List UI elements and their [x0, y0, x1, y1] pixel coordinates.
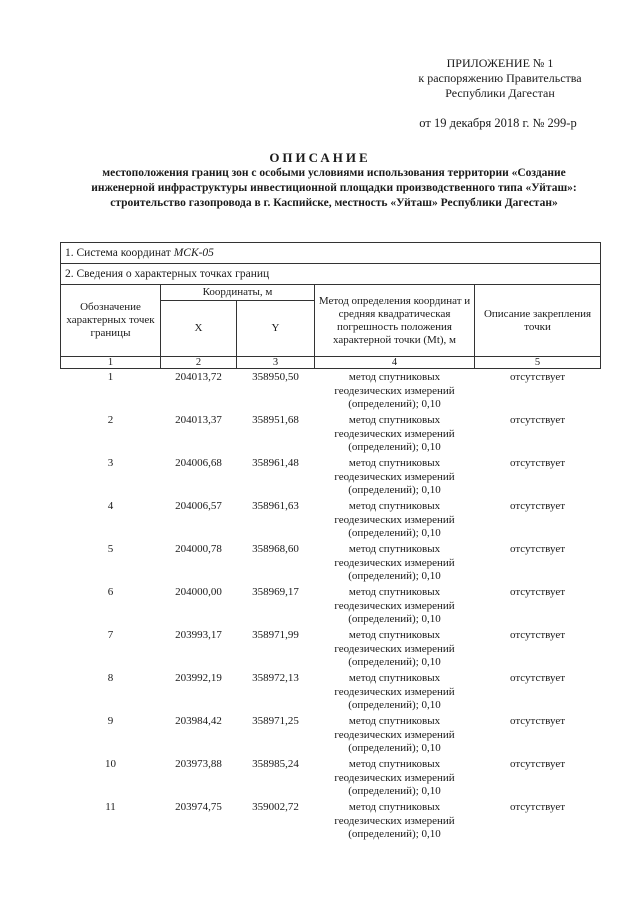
coord-x [161, 455, 237, 498]
fixing-description [475, 713, 601, 756]
fixing-description [475, 455, 601, 498]
method-cell-text: метод спутниковых [348, 715, 441, 727]
method-cell-text: метод спутниковых [348, 414, 441, 426]
method-cell-text: (определений); 0,10 [348, 656, 441, 668]
header-point: Обозначение характерных точек границы [61, 285, 161, 357]
coord-y [237, 627, 315, 670]
coord-y-text: 358961,63 [252, 500, 299, 512]
method-cell-text: геодезических измерений [334, 427, 455, 440]
method-cell-text: геодезических измерений [334, 685, 455, 698]
appendix-header [400, 56, 600, 101]
fixing-description-text: отсутствует [510, 500, 566, 512]
fixing-description [475, 627, 601, 670]
point-number-text: 5 [107, 543, 114, 555]
method-cell-text: (определений); 0,10 [348, 570, 441, 582]
method-cell-text: метод спутниковых [348, 457, 441, 469]
appendix-region-line: Республики Дагестан [445, 86, 555, 100]
coord-y-text: 358971,99 [252, 629, 299, 641]
method-cell-text: метод спутниковых [348, 672, 441, 684]
fixing-description [475, 584, 601, 627]
method-cell-text: (определений); 0,10 [348, 785, 441, 797]
coord-x-text: 204000,78 [175, 543, 222, 555]
coord-y [237, 498, 315, 541]
table-row [61, 799, 601, 842]
fixing-description-text: отсутствует [510, 629, 566, 641]
coord-y [237, 369, 315, 413]
section2-label: 2. Сведения о характерных точках границ [61, 264, 601, 285]
fixing-description-text: отсутствует [510, 414, 566, 426]
header-coordinates: Координаты, м [161, 285, 315, 301]
section1-label: 1. Система координат [65, 247, 174, 259]
method-cell [315, 627, 475, 670]
coord-y-text: 358968,60 [252, 543, 299, 555]
method-cell-text: геодезических измерений [334, 728, 455, 741]
point-number-text: 2 [107, 414, 114, 426]
method-cell [315, 713, 475, 756]
point-number-text: 6 [107, 586, 114, 598]
coord-y-text: 358950,50 [252, 371, 299, 383]
coord-y-text: 358951,68 [252, 414, 299, 426]
fixing-description-text: отсутствует [510, 586, 566, 598]
column-numbers-row [61, 357, 601, 369]
table-header-row-1 [61, 285, 601, 301]
coord-x [161, 713, 237, 756]
table-body [61, 369, 601, 843]
method-cell-text: (определений); 0,10 [348, 613, 441, 625]
point-number [61, 455, 161, 498]
coord-x [161, 756, 237, 799]
method-cell-text: (определений); 0,10 [348, 742, 441, 754]
point-number [61, 584, 161, 627]
header-description: Описание закрепления точки [475, 285, 601, 357]
coord-x-text: 204013,37 [175, 414, 222, 426]
coord-x [161, 541, 237, 584]
method-cell-text: метод спутниковых [348, 801, 441, 813]
coord-x-text: 204013,72 [175, 371, 222, 383]
method-cell [315, 412, 475, 455]
point-number [61, 713, 161, 756]
method-cell-text: геодезических измерений [334, 771, 455, 784]
point-number-text: 11 [105, 801, 116, 813]
fixing-description-text: отсутствует [510, 715, 566, 727]
fixing-description-text: отсутствует [510, 371, 566, 383]
coord-y [237, 799, 315, 842]
point-number-text: 1 [107, 371, 114, 383]
point-number [61, 412, 161, 455]
coord-y-text: 358972,13 [252, 672, 299, 684]
method-cell [315, 455, 475, 498]
coordinate-system-value: МСК-05 [173, 247, 214, 259]
method-cell-text: геодезических измерений [334, 470, 455, 483]
point-number [61, 670, 161, 713]
coord-y-text: 358985,24 [252, 758, 299, 770]
coord-x-text: 203992,19 [175, 672, 222, 684]
col-number: 5 [475, 357, 601, 369]
method-cell-text: (определений); 0,10 [348, 441, 441, 453]
method-cell [315, 670, 475, 713]
section-points-info [61, 264, 601, 285]
fixing-description-text: отсутствует [510, 543, 566, 555]
method-cell [315, 498, 475, 541]
table-row [61, 584, 601, 627]
document-subtitle: местоположения границ зон с особыми условиями использования территории «Создание инженерной инфраструктуры инвестиционной площадки производственного типа «Уйташ»: строительство газопровода в г. Каспийске, местность «Уйташ» Республики Дагестан» [91, 167, 577, 209]
point-number [61, 799, 161, 842]
method-cell-text: (определений); 0,10 [348, 828, 441, 840]
coord-x-text: 204006,57 [175, 500, 222, 512]
point-number [61, 627, 161, 670]
point-number [61, 541, 161, 584]
coord-x-text: 204000,00 [175, 586, 222, 598]
coord-y [237, 541, 315, 584]
fixing-description-text: отсутствует [510, 457, 566, 469]
section-coordinate-system [61, 243, 601, 264]
table-row [61, 369, 601, 413]
point-number [61, 369, 161, 413]
point-number-text: 4 [107, 500, 114, 512]
method-cell-text: метод спутниковых [348, 543, 441, 555]
fixing-description [475, 369, 601, 413]
table-row [61, 412, 601, 455]
coord-y [237, 584, 315, 627]
method-cell-text: геодезических измерений [334, 513, 455, 526]
method-cell-text: метод спутниковых [348, 371, 441, 383]
method-cell-text: метод спутниковых [348, 758, 441, 770]
coord-x [161, 670, 237, 713]
method-cell [315, 799, 475, 842]
coord-y [237, 756, 315, 799]
method-cell-text: метод спутниковых [348, 629, 441, 641]
col-number: 4 [315, 357, 475, 369]
method-cell-text: метод спутниковых [348, 586, 441, 598]
col-number: 2 [161, 357, 237, 369]
appendix-title: ПРИЛОЖЕНИЕ № 1 [446, 56, 554, 70]
point-number-text: 9 [107, 715, 114, 727]
fixing-description [475, 799, 601, 842]
method-cell-text: геодезических измерений [334, 384, 455, 397]
fixing-description [475, 541, 601, 584]
method-cell-text: геодезических измерений [334, 599, 455, 612]
table-row [61, 756, 601, 799]
boundary-points-table [60, 242, 601, 842]
coord-x-text: 203984,42 [175, 715, 222, 727]
coord-y [237, 455, 315, 498]
coord-x [161, 369, 237, 413]
header-x: X [161, 301, 237, 357]
table-row [61, 627, 601, 670]
coord-y-text: 358961,48 [252, 457, 299, 469]
coord-y [237, 713, 315, 756]
point-number-text: 7 [107, 629, 114, 641]
method-cell-text: (определений); 0,10 [348, 398, 441, 410]
coord-x [161, 584, 237, 627]
table-row [61, 670, 601, 713]
header-y: Y [237, 301, 315, 357]
coord-y-text: 358971,25 [252, 715, 299, 727]
col-number: 1 [61, 357, 161, 369]
point-number-text: 3 [107, 457, 114, 469]
method-cell [315, 756, 475, 799]
coord-x [161, 498, 237, 541]
table-row [61, 455, 601, 498]
table-row [61, 498, 601, 541]
method-cell-text: геодезических измерений [334, 642, 455, 655]
coord-x-text: 203993,17 [175, 629, 222, 641]
coord-x [161, 412, 237, 455]
method-cell-text: метод спутниковых [348, 500, 441, 512]
header-method: Метод определения координат и средняя квадратическая погрешность положения характерной точки (Мt), м [315, 285, 475, 357]
method-cell [315, 584, 475, 627]
order-date-number: от 19 декабря 2018 г. № 299-р [419, 116, 577, 130]
fixing-description [475, 756, 601, 799]
fixing-description [475, 670, 601, 713]
method-cell-text: (определений); 0,10 [348, 699, 441, 711]
coord-x [161, 799, 237, 842]
point-number-text: 8 [107, 672, 114, 684]
method-cell-text: (определений); 0,10 [348, 527, 441, 539]
point-number-text: 10 [105, 758, 116, 770]
coord-x-text: 204006,68 [175, 457, 222, 469]
document-title: ОПИСАНИЕ [269, 150, 371, 165]
fixing-description [475, 498, 601, 541]
col-number: 3 [237, 357, 315, 369]
method-cell-text: геодезических измерений [334, 814, 455, 827]
table-row [61, 713, 601, 756]
method-cell-text: (определений); 0,10 [348, 484, 441, 496]
fixing-description-text: отсутствует [510, 801, 566, 813]
table-row [61, 541, 601, 584]
coord-y [237, 670, 315, 713]
point-number [61, 498, 161, 541]
fixing-description-text: отсутствует [510, 758, 566, 770]
method-cell [315, 369, 475, 413]
coord-x [161, 627, 237, 670]
coord-y-text: 359002,72 [252, 801, 299, 813]
coord-x-text: 203974,75 [175, 801, 222, 813]
coord-y [237, 412, 315, 455]
appendix-ref-line: к распоряжению Правительства [418, 71, 582, 85]
method-cell-text: геодезических измерений [334, 556, 455, 569]
coord-y-text: 358969,17 [252, 586, 299, 598]
method-cell [315, 541, 475, 584]
fixing-description [475, 412, 601, 455]
point-number [61, 756, 161, 799]
fixing-description-text: отсутствует [510, 672, 566, 684]
coord-x-text: 203973,88 [175, 758, 222, 770]
